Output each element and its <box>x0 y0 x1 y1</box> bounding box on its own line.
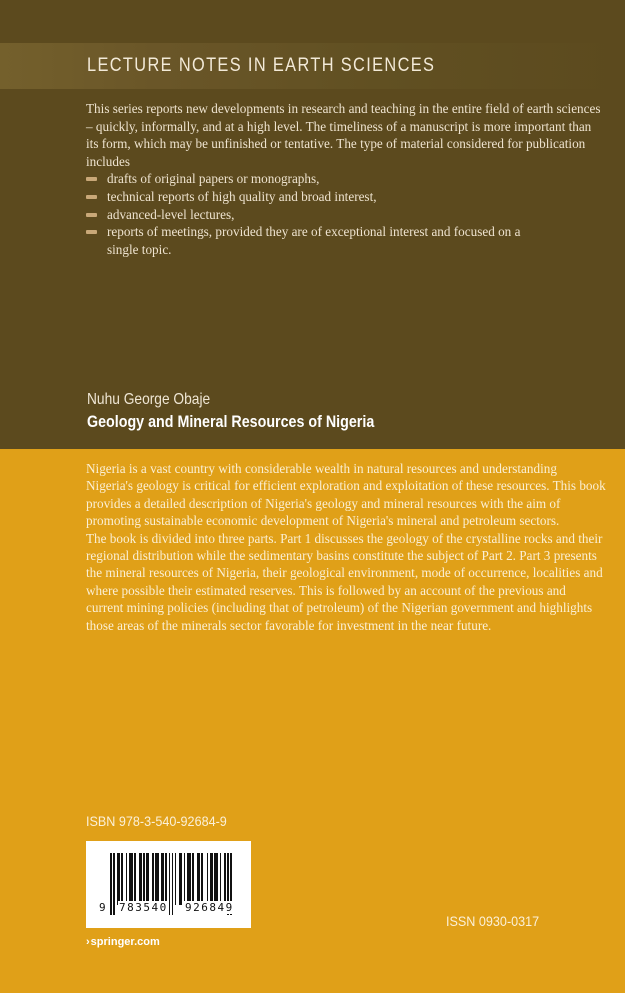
list-item: drafts of original papers or monographs, <box>86 170 606 188</box>
isbn-label: ISBN 978-3-540-92684-9 <box>86 813 227 829</box>
list-item: technical reports of high quality and broad interest, <box>86 188 606 206</box>
series-title: LECTURE NOTES IN EARTH SCIENCES <box>87 55 436 76</box>
book-title: Geology and Mineral Resources of Nigeria <box>87 412 375 431</box>
dash-bullet-icon <box>86 195 97 199</box>
book-description <box>86 460 606 634</box>
description-paragraph: Nigeria is a vast country with considerable wealth in natural resources and understanding Nigeria's geology is critical for efficient exploration and exploitation of these resources. This book provides a detailed description of Nigeria's geology and mineral resources with the aim of promoting sustainable economic development of Nigeria's mineral and petroleum sectors. <box>86 461 606 529</box>
list-item: reports of meetings, provided they are of exceptional interest and focused on a single topic. <box>86 223 606 258</box>
issn-label: ISSN 0930-0317 <box>446 913 540 929</box>
dash-bullet-icon <box>86 213 97 217</box>
chevron-right-icon: › <box>86 936 90 948</box>
list-item: advanced-level lectures, <box>86 206 606 224</box>
dash-bullet-icon <box>86 230 97 234</box>
publisher-link-text: springer.com <box>90 936 160 948</box>
description-paragraph: The book is divided into three parts. Part 1 discusses the geology of the crystalline rocks and their regional distribution while the sedimentary basins constitute the subject of Part 2. Part 3 presents the mineral resources of Nigeria, their geological environment, mode of occurrence, localities and where possible their estimated reserves. This is followed by an account of the previous and current mining policies (including that of petroleum) of the Nigerian government and highlights those areas of the minerals sector favorable for investment in the near future. <box>86 530 603 633</box>
series-description <box>86 100 606 258</box>
barcode-digits: 9 783540 926849 <box>99 901 234 914</box>
dash-bullet-icon <box>86 177 97 181</box>
series-intro: This series reports new developments in research and teaching in the entire field of earth sciences – quickly, informally, and at a high level. The timeliness of a manuscript is more important than its form, which may be unfinished or tentative. The type of material considered for publication includes <box>86 101 601 169</box>
publisher-link[interactable] <box>86 936 160 948</box>
author-name: Nuhu George Obaje <box>87 391 211 408</box>
publication-types-list <box>86 170 606 258</box>
isbn-barcode <box>86 841 251 928</box>
